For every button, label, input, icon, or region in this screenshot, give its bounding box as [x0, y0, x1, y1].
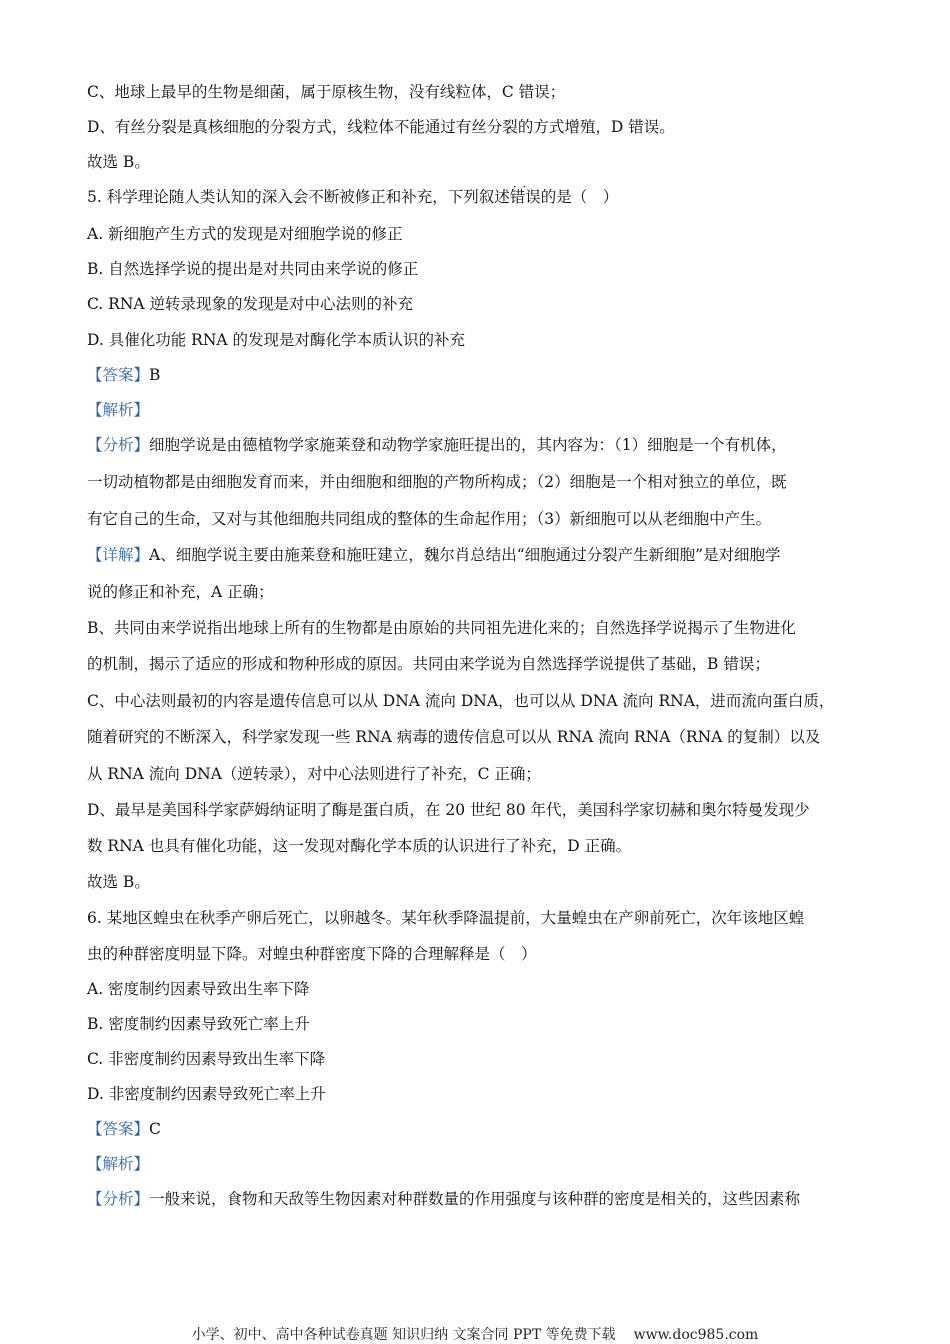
text-line: 从 RNA 流向 DNA（逆转录），对中心法则进行了补充，C 正确； [87, 765, 541, 783]
question-6-stem: 6. 某地区蝗虫在秋季产卵后死亡，以卵越冬。某年秋季降温提前，大量蝗虫在产卵前死亡，次年该地区蝗 [87, 909, 805, 927]
option-a: A. 密度制约因素导致出生率下降 [87, 980, 310, 998]
question-5-stem [87, 187, 864, 207]
option-d: D. 具催化功能 RNA 的发现是对酶化学本质认识的补充 [87, 331, 466, 349]
question-text: 的是（ ） [540, 188, 619, 206]
analysis-paragraph: 【分析】细胞学说是由德植物学家施莱登和动物学家施旺提出的，其内容为：（1）细胞是一个有机体， [87, 436, 787, 454]
page-footer [0, 1324, 950, 1344]
question-text: 5. 科学理论随人类认知的深入会不断被修正和补充，下列叙述 [87, 188, 510, 206]
text-line: 的机制，揭示了适应的形成和物种形成的原因。共同由来学说为自然选择学说提供了基础，B 错误； [87, 655, 770, 673]
text-line: 说的修正和补充，A 正确； [87, 583, 274, 601]
footer-text: 小学、初中、高中各种试卷真题 知识归纳 文案合同 PPT 等免费下载 [191, 1327, 616, 1343]
text-line: 故选 B。 [87, 873, 150, 891]
answer-line [87, 365, 864, 385]
text-line: 一切动植物都是由细胞发育而来，并由细胞和细胞的产物所构成；（2）细胞是一个相对独立的单位，既 [87, 473, 787, 491]
section-tag: 【分析】 [87, 1190, 150, 1208]
section-tag: 【分析】 [87, 436, 150, 454]
footer-link[interactable]: www.doc985.com [633, 1327, 759, 1343]
answer-tag: 【答案】 [87, 1120, 150, 1138]
detail-paragraph: 【详解】A、细胞学说主要由施莱登和施旺建立，魏尔肖总结出“细胞通过分裂产生新细胞”是对细胞学 [87, 546, 781, 564]
option-d: D. 非密度制约因素导致死亡率上升 [87, 1085, 326, 1103]
analysis-tag: 【解析】 [87, 1155, 150, 1173]
option-a: A. 新细胞产生方式的发现是对细胞学说的修正 [87, 225, 403, 243]
text-line: D、最早是美国科学家萨姆纳证明了酶是蛋白质，在 20 世纪 80 年代，美国科学家切赫和奥尔特曼发现少 [87, 801, 810, 819]
section-tag: 【详解】 [87, 546, 150, 564]
text-line: 虫的种群密度明显下降。对蝗虫种群密度下降的合理解释是（ ） [87, 945, 537, 963]
text-line: D、有丝分裂是真核细胞的分裂方式，线粒体不能通过有丝分裂的方式增殖，D 错误。 [87, 118, 675, 136]
option-c: C. 非密度制约因素导致出生率下降 [87, 1050, 326, 1068]
text-line: C、地球上最早的生物是细菌，属于原核生物，没有线粒体，C 错误； [87, 83, 566, 101]
text-line: C、中心法则最初的内容是遗传信息可以从 DNA 流向 DNA，也可以从 DNA 流向 RNA，进而流向蛋白质， [87, 692, 835, 710]
text-line: 有它自己的生命，又对与其他细胞共同组成的整体的生命起作用；（3）新细胞可以从老细胞中产生。 [87, 510, 772, 528]
text-line: 随着研究的不断深入，科学家发现一些 RNA 病毒的遗传信息可以从 RNA 流向 RNA（RNA 的复制）以及 [87, 728, 821, 746]
answer-tag: 【答案】 [87, 366, 150, 384]
text-line: 故选 B。 [87, 153, 150, 171]
option-b: B. 密度制约因素导致死亡率上升 [87, 1015, 310, 1033]
analysis-paragraph: 【分析】一般来说，食物和天敌等生物因素对种群数量的作用强度与该种群的密度是相关的，这些因素称 [87, 1190, 801, 1208]
answer-value: B [149, 366, 161, 384]
option-c: C. RNA 逆转录现象的发现是对中心法则的补充 [87, 295, 414, 313]
text-line: B、共同由来学说指出地球上所有的生物都是由原始的共同祖先进化来的；自然选择学说揭示了生物进化 [87, 619, 796, 637]
answer-value: C [149, 1120, 161, 1138]
text-line: 数 RNA 也具有催化功能，这一发现对酶化学本质的认识进行了补充，D 正确。 [87, 837, 632, 855]
emphasis-text: 错误 · · [510, 188, 541, 206]
option-b: B. 自然选择学说的提出是对共同由来学说的修正 [87, 260, 419, 278]
analysis-tag: 【解析】 [87, 401, 150, 419]
answer-line [87, 1119, 864, 1139]
